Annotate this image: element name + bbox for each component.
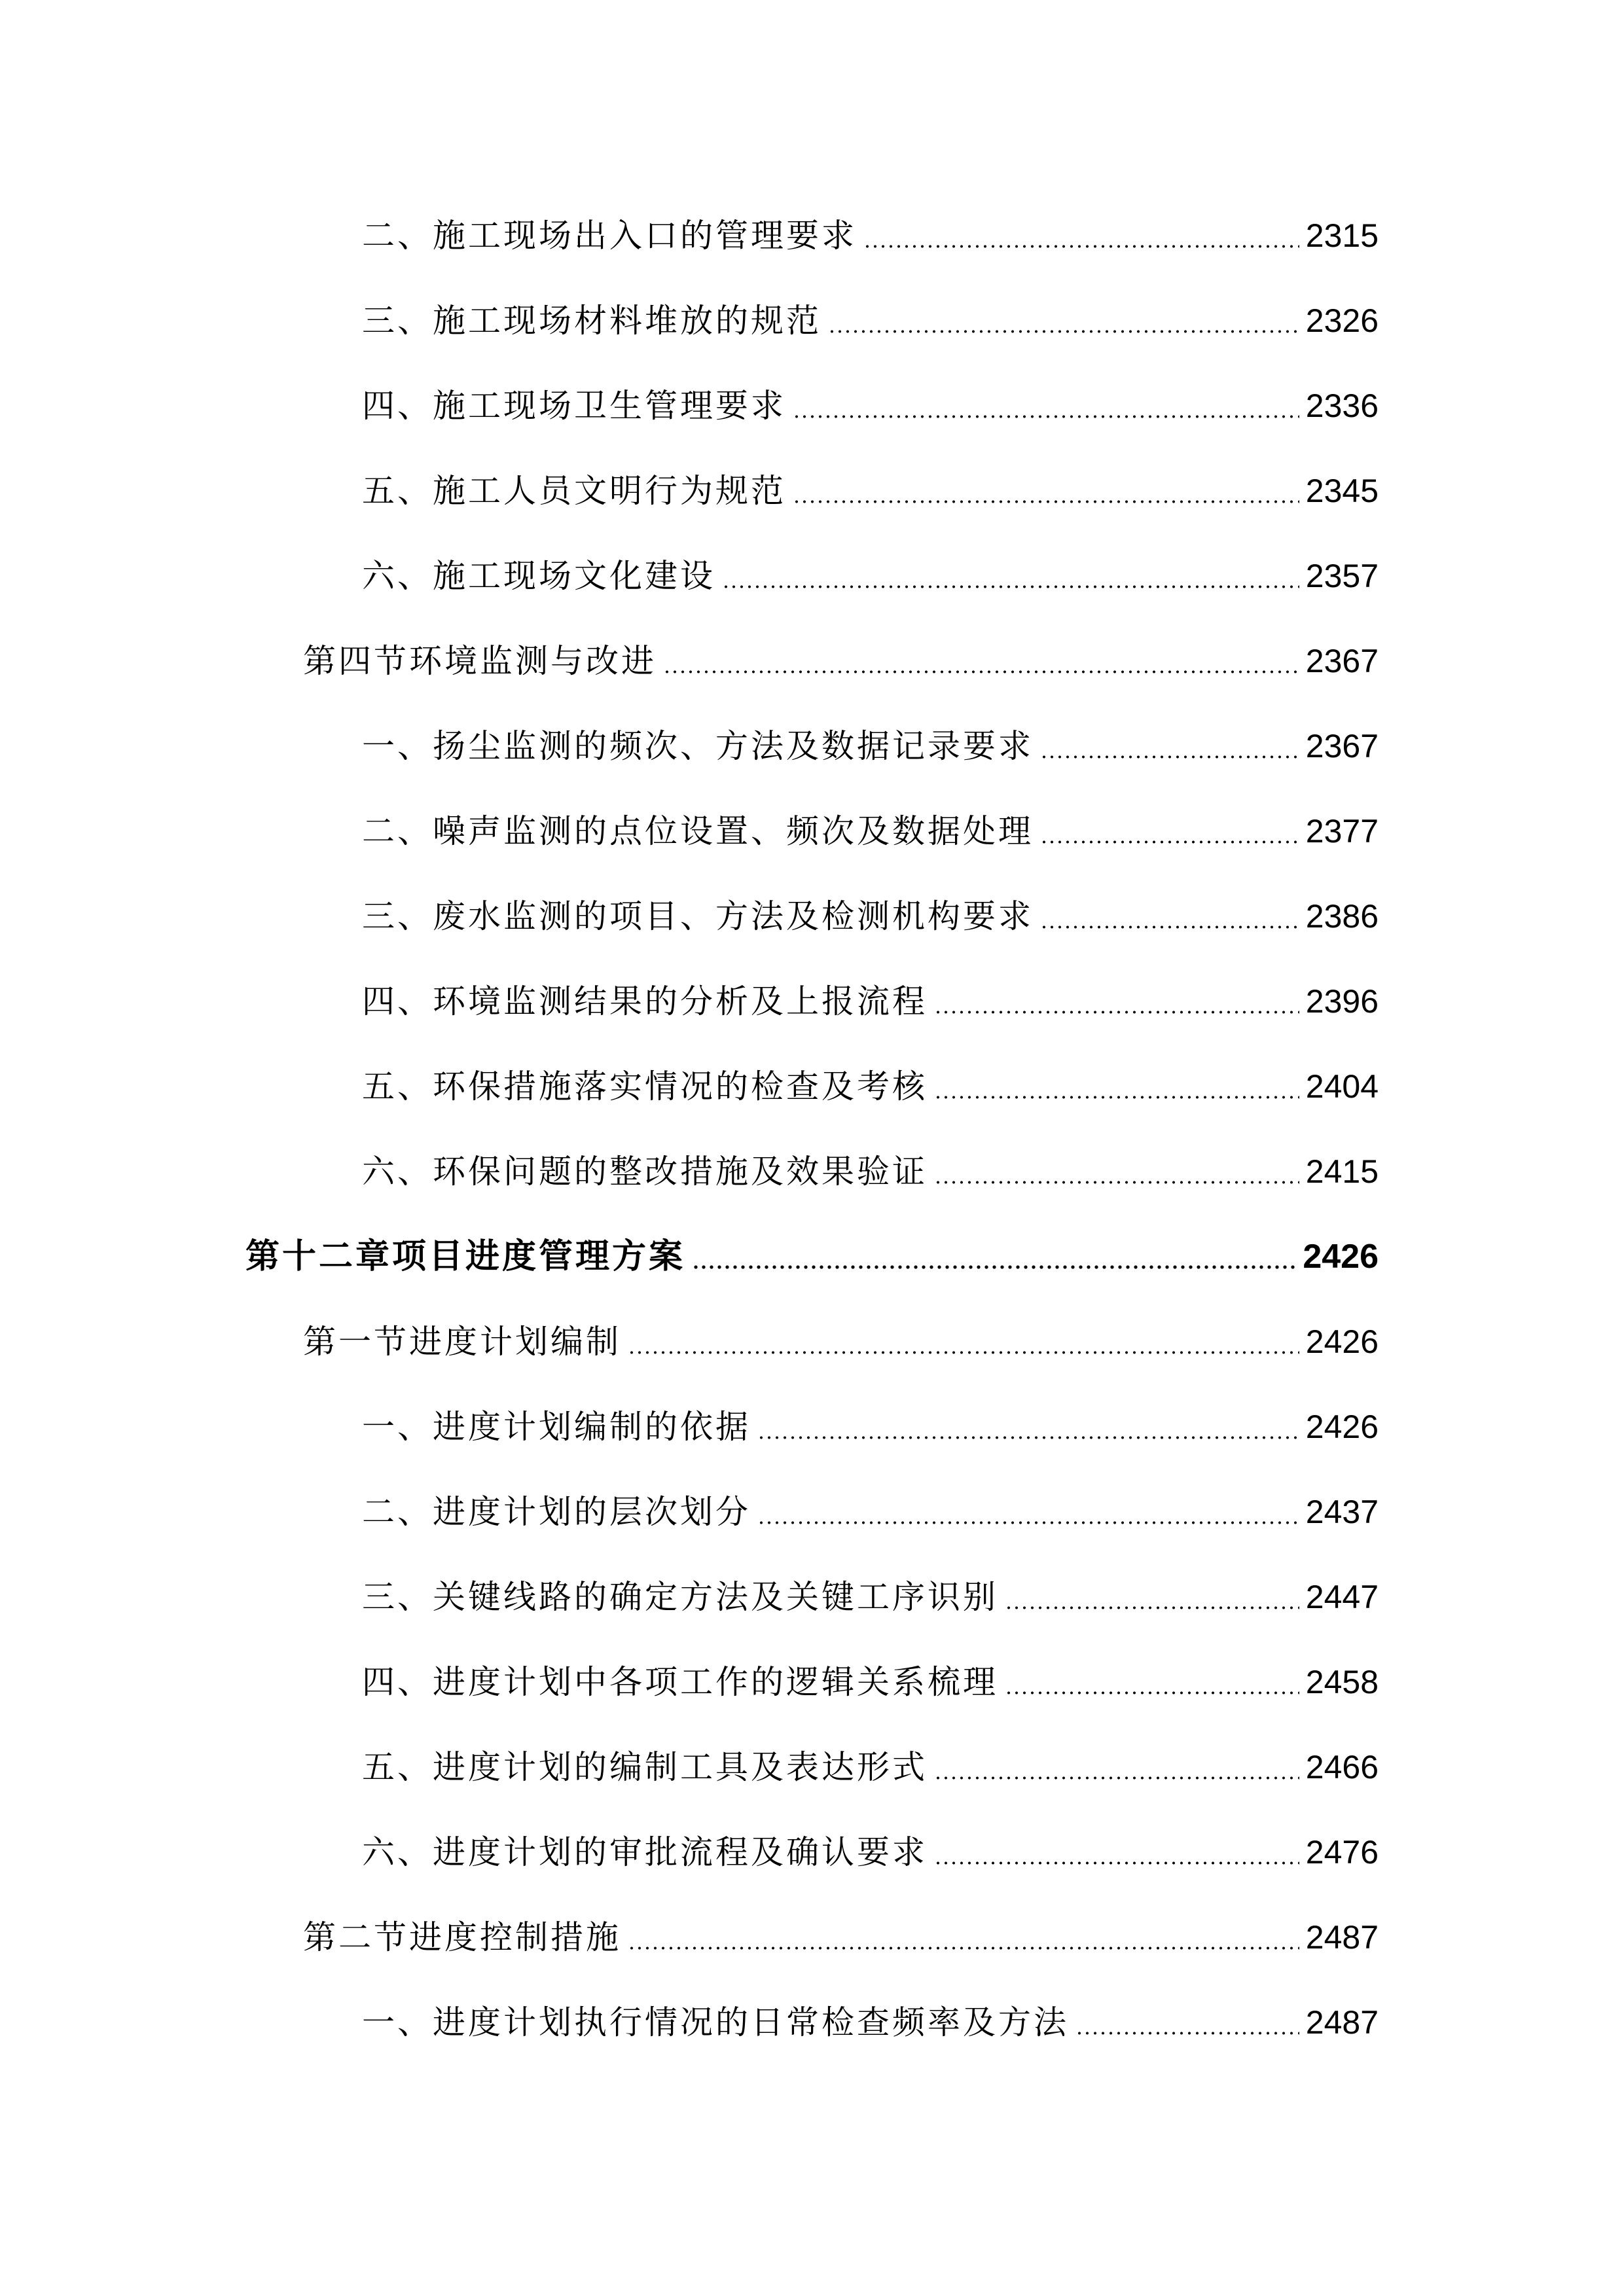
toc-page-number: 2315 <box>1305 217 1379 254</box>
toc-dot-leader <box>934 1826 1299 1878</box>
toc-entry-title: 五、进度计划的编制工具及表达形式 <box>362 1748 928 1786</box>
toc-entry[interactable] <box>362 1656 1379 1708</box>
toc-page-number: 2377 <box>1305 813 1379 850</box>
toc-entry-title: 二、噪声监测的点位设置、频次及数据处理 <box>362 812 1034 850</box>
toc-entry-title: 第一节进度计划编制 <box>303 1323 621 1361</box>
toc-entry-title: 第二节进度控制措施 <box>303 1918 621 1956</box>
toc-entry[interactable] <box>362 1571 1379 1623</box>
toc-entry[interactable] <box>362 1826 1379 1878</box>
toc-entry-title: 三、关键线路的确定方法及关键工序识别 <box>362 1578 998 1616</box>
toc-entry-title: 六、施工现场文化建设 <box>362 557 715 595</box>
toc-entry-title: 三、施工现场材料堆放的规范 <box>362 302 821 340</box>
toc-page-number: 2426 <box>1305 1408 1379 1445</box>
toc-page-number: 2437 <box>1305 1494 1379 1530</box>
toc-page-number: 2357 <box>1305 558 1379 594</box>
toc-entry-title: 一、扬尘监测的频次、方法及数据记录要求 <box>362 727 1034 765</box>
toc-page-number: 2367 <box>1305 643 1379 679</box>
toc-dot-leader <box>1005 1656 1299 1708</box>
toc-entry-title: 三、废水监测的项目、方法及检测机构要求 <box>362 897 1034 935</box>
toc-entry-title: 一、进度计划编制的依据 <box>362 1408 751 1446</box>
toc-dot-leader <box>757 1486 1299 1538</box>
toc-entry-title: 第十二章项目进度管理方案 <box>245 1237 686 1276</box>
toc-page-number: 2396 <box>1305 983 1379 1020</box>
toc-page-number: 2404 <box>1305 1068 1379 1105</box>
toc-dot-leader <box>934 1741 1299 1793</box>
toc-dot-leader <box>628 1316 1299 1368</box>
toc-entry[interactable] <box>362 975 1379 1028</box>
toc-entry-title: 六、进度计划的审批流程及确认要求 <box>362 1833 928 1871</box>
toc-page-number: 2345 <box>1305 473 1379 509</box>
toc-section-entry[interactable] <box>303 635 1379 687</box>
toc-entry[interactable] <box>362 1145 1379 1198</box>
toc-dot-leader <box>1075 1996 1299 2049</box>
toc-entry-title: 五、环保措施落实情况的检查及考核 <box>362 1067 928 1105</box>
toc-page-number: 2386 <box>1305 898 1379 935</box>
toc-dot-leader <box>663 635 1299 687</box>
toc-dot-leader <box>1005 1571 1299 1623</box>
toc-entry-title: 六、环保问题的整改措施及效果验证 <box>362 1153 928 1191</box>
toc-entry[interactable] <box>362 380 1379 432</box>
toc-dot-leader <box>828 295 1299 347</box>
toc-section-entry[interactable] <box>303 1316 1379 1368</box>
toc-dot-leader <box>934 1060 1299 1113</box>
toc-page-number: 2476 <box>1305 1834 1379 1871</box>
toc-entry-title: 一、进度计划执行情况的日常检查频率及方法 <box>362 2003 1069 2041</box>
toc-page-number: 2367 <box>1305 728 1379 764</box>
toc-dot-leader <box>1040 720 1299 772</box>
toc-entry-title: 第四节环境监测与改进 <box>303 642 657 680</box>
toc-page-number: 2326 <box>1305 302 1379 339</box>
toc-entry[interactable] <box>362 465 1379 517</box>
toc-entry-title: 四、环境监测结果的分析及上报流程 <box>362 982 928 1020</box>
toc-chapter-entry[interactable] <box>245 1230 1379 1283</box>
toc-page-number: 2466 <box>1305 1749 1379 1785</box>
toc-entry[interactable] <box>362 209 1379 262</box>
toc-entry-title: 五、施工人员文明行为规范 <box>362 472 786 510</box>
toc-page-number: 2447 <box>1305 1579 1379 1615</box>
toc-page-number: 2426 <box>1305 1323 1379 1360</box>
toc-entry-title: 四、进度计划中各项工作的逻辑关系梳理 <box>362 1663 998 1701</box>
toc-entry-title: 二、施工现场出入口的管理要求 <box>362 217 857 255</box>
toc-entry[interactable] <box>362 720 1379 772</box>
toc-dot-leader <box>793 380 1299 432</box>
toc-entry-title: 四、施工现场卫生管理要求 <box>362 387 786 425</box>
toc-dot-leader <box>757 1401 1299 1453</box>
toc-section-entry[interactable] <box>303 1911 1379 1964</box>
toc-entry[interactable] <box>362 805 1379 857</box>
toc-entry[interactable] <box>362 550 1379 602</box>
toc-dot-leader <box>863 209 1299 262</box>
toc-page-number: 2336 <box>1305 387 1379 424</box>
toc-entry[interactable] <box>362 890 1379 942</box>
toc-page-number: 2458 <box>1305 1664 1379 1700</box>
toc-entry[interactable] <box>362 1486 1379 1538</box>
toc-dot-leader <box>722 550 1299 602</box>
toc-dot-leader <box>934 1145 1299 1198</box>
toc-page-number: 2415 <box>1305 1153 1379 1190</box>
toc-entry[interactable] <box>362 1996 1379 2049</box>
toc-dot-leader <box>628 1911 1299 1964</box>
toc-entry[interactable] <box>362 295 1379 347</box>
toc-entry[interactable] <box>362 1060 1379 1113</box>
toc-dot-leader <box>934 975 1299 1028</box>
toc-page-number: 2487 <box>1305 2004 1379 2041</box>
toc-entry[interactable] <box>362 1741 1379 1793</box>
toc-entry[interactable] <box>362 1401 1379 1453</box>
toc-entry-title: 二、进度计划的层次划分 <box>362 1493 751 1531</box>
toc-page-number: 2426 <box>1303 1238 1379 1276</box>
toc-dot-leader <box>793 465 1299 517</box>
toc-dot-leader <box>692 1230 1296 1283</box>
toc-dot-leader <box>1040 805 1299 857</box>
toc-dot-leader <box>1040 890 1299 942</box>
toc-page-number: 2487 <box>1305 1919 1379 1956</box>
